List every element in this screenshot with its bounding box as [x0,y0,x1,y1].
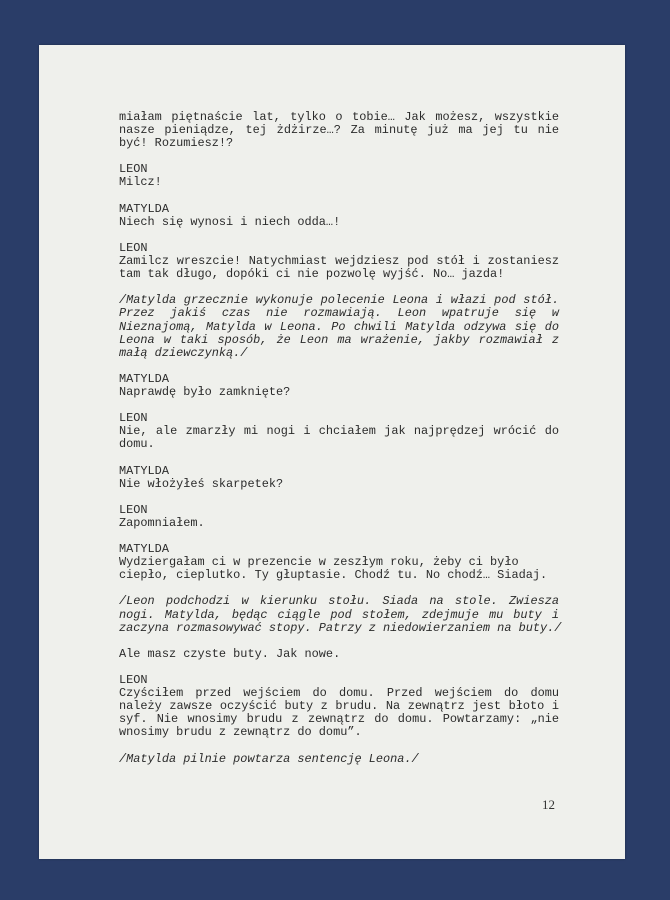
speaker-name: LEON [119,502,148,517]
dialogue-block [119,163,559,189]
text-line: Zapomniałem. [119,515,205,530]
speech-block [119,111,559,150]
page-number: 12 [542,797,555,812]
text-line: być! Rozumiesz!? [119,136,234,151]
text-line: nasze pieniądze, tej żdżirze…? Za minutę już ma jej tu nie [119,123,559,138]
text-line: domu. [119,437,155,452]
dialogue-block [119,504,559,530]
text-line: Nie włożyłeś skarpetek? [119,476,284,491]
stage-direction [119,294,559,359]
dialogue-block [119,674,559,739]
text-line: Milcz! [119,175,162,190]
text-line: ciepło, cieplutko. Ty głuptasie. Chodź tu. No chodź… Siadaj. [119,568,548,583]
text-line: małą dziewczynką./ [119,345,248,360]
manuscript-page [39,45,625,859]
speaker-name: MATYLDA [119,201,169,216]
text-line: Nieznajomą, Matylda w Leona. Po chwili Matylda odzywa się do [119,319,559,334]
text-line: tam tak długo, dopóki ci nie pozwolę wyjść. No… jazda! [119,267,505,282]
text-line: Leona w taki sposób, że Leon ma wrażenie, jakby rozmawiał z [119,332,559,347]
speaker-name: LEON [119,162,148,177]
speaker-name: MATYLDA [119,463,169,478]
dialogue-block [119,412,559,451]
speaker-name: LEON [119,673,148,688]
dialogue-block [119,465,559,491]
speech-block [119,648,559,661]
speaker-name: LEON [119,411,148,426]
dialogue-block [119,373,559,399]
dialogue-block [119,203,559,229]
text-line: Ale masz czyste buty. Jak nowe. [119,646,341,661]
text-line: miałam piętnaście lat, tylko o tobie… Jak możesz, wszystkie [119,110,559,124]
text-line: Zamilcz wreszcie! Natychmiast wejdziesz pod stół i zostaniesz [119,254,559,269]
stage-direction [119,753,559,766]
text-line: syf. Nie wnosimy brudu z zewnątrz do domu. Powtarzamy: „nie [119,712,559,727]
dialogue-block [119,543,559,582]
stage-direction [119,594,562,635]
text-line: /Leon podchodzi w kierunku stołu. Siada na stole. Zwiesza [119,594,559,609]
text-line: nogi. Matylda, będąc ciągle pod stołem, zdejmuje mu buty i [119,607,559,622]
script-text [119,110,562,779]
speaker-name: MATYLDA [119,542,169,557]
text-line: wnosimy brudu z zewnątrz do domu”. [119,725,362,740]
text-line: Wydziergałam ci w prezencie w zeszłym roku, żeby ci było [119,555,519,570]
text-line: Niech się wynosi i niech odda…! [119,214,341,229]
text-line: Nie, ale zmarzły mi nogi i chciałem jak najprędzej wrócić do [119,424,559,439]
dialogue-block [119,242,559,281]
text-line: Czyściłem przed wejściem do domu. Przed wejściem do domu [119,686,559,701]
speaker-name: LEON [119,240,148,255]
speaker-name: MATYLDA [119,371,169,386]
text-line: należy zawsze oczyścić buty z brudu. Na zewnątrz jest błoto i [119,699,559,714]
text-line: zaczyna rozmasowywać stopy. Patrzy z niedowierzaniem na buty./ [119,620,562,635]
text-line: /Matylda grzecznie wykonuje polecenie Leona i włazi pod stół. [119,293,559,308]
text-line: Naprawdę było zamknięte? [119,384,291,399]
text-line: /Matylda pilnie powtarza sentencję Leona./ [119,751,419,766]
text-line: Przez jakiś czas nie rozmawiają. Leon wpatruje się w [119,306,559,321]
